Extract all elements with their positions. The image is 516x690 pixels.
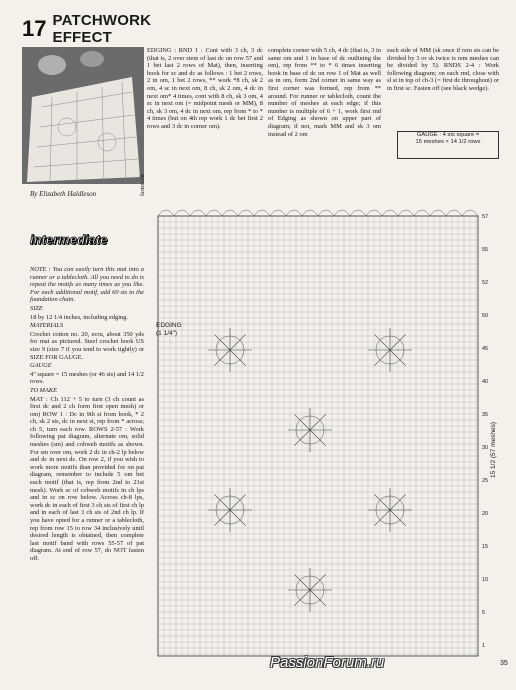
cobweb-motif [288,408,332,452]
edging-loop [430,210,446,216]
edging-label-size: (1 1/4") [156,329,178,337]
edging-loop [350,210,366,216]
edging-loop [382,210,398,216]
chart-motifs [208,328,412,612]
row-number: 10 [482,577,489,583]
instructions-column-3: complete corner with 5 ch, 4 dc (that is, 3 in same om and 1 in base of dc outlining the om), rep from ** to * 6 times inserting hook in base of dc on row 1 of Mat as well as in om, form 2nd corner in same way as first corner was formed, rep from ** around. For runner or tablecloth, count the number of meshes at each edge; if this number is multiple of 6 + 1, work first rnd of Edging as shown on upper part of diagram; if not, mark MM and sk 3 om instead of 2 om [268,47,381,138]
edging-loop [286,210,302,216]
gauge-heading: GAUGE [30,362,52,370]
row-number: 30 [482,445,489,451]
edging-loop [318,210,334,216]
gauge-text: 4" square = 15 meshes (or 46 sts) and 14 1/2 rows. [30,370,144,386]
edging-loop [302,210,318,216]
edging-loop [158,210,174,216]
byline: By Elizabeth Haldleson [30,190,97,198]
cobweb-motif [368,328,412,372]
edging-loop [206,210,222,216]
edging-loop [462,210,478,216]
note-paragraph: NOTE : You can easily turn this mat into a runner or a tablecloth. All you need to do is repeat the motifs as many times as you like. For each additional motif, add 60 sts to the foundation chain. [30,266,144,304]
gauge-box-line-2: 15 meshes × 14 1/2 rows [415,139,481,145]
materials-heading: MATERIALS [30,322,64,330]
to-make-heading: TO MAKE [30,386,58,394]
edging-loop [190,210,206,216]
instructions-column-2: EDGING : RND 1 : Cont with 3 ch, 3 dc (that is, 2 over stem of last dc on row 57 and 1 bet last 2 rows of Mat), then, inserting hook for sc and dc as follows : 1 bet 2 rows, 2 in om, 1 bet 2 rows, ** work *8 ch, sk 2 om, 4 sc in next om, 8 ch, sk 2 om, 4 dc in next om* 4 times, cont with 8 ch, sk 3 om, 4 sc in next om (= midpoint mesh or MM), 8 ch, sk 3 om, 4 dc in next om, rep from * to * 4 times (but on 4th rep work 1 dc bet first 2 rows and 3 dc in corner om). [147,47,263,130]
row-number: 45 [482,346,489,352]
edging-loop [254,210,270,216]
doily-photo [22,47,144,184]
row-number: 15 [482,544,489,550]
fasten-off-label: fasten off [140,174,146,196]
edging-loop [238,210,254,216]
mat-instructions: MAT : Ch 112 + 5 to turn (3 ch count as first dc and 2 ch form first open mesh) or om) ROW 1 : Dc in 9th st from hook, * 2 ch, sk 2 sts, dc in next st, rep from * across; ch 5, turn each row. ROWS 2-57 : Work following pat diagram, alternate om, solid meshes (sm) and cobweb motifs as shown. For sm over om, work 2 dc in ch-2 lp below and dc in next dc. On row 2, if you wish to work more motifs than provided for on pat diagram, remember to include 5 om bet each motif (that is, rep from 2nd to 21st mesh). Work sc of cobweb motifs in ch lps and in sc on row below. Across ch-8 lps, work dc in each of first 3 ch sts of first ch lp and in each of last 3 ch sts of 2nd ch lp. If you have opted for a runner or a tablecloth, rep from row 15 to row 34 inclusively until desired length is obtained, then complete last motif band with rows 55-57 of pat diagram. At end of row 57, do NOT fasten off. [30,395,144,562]
gauge-box [397,131,499,159]
cobweb-motif [208,328,252,372]
edging-loop [398,210,414,216]
row-number: 5 [482,610,486,616]
instructions-column-1 [30,266,144,564]
chart-side-label: 15 1/2 (57 meshes) [490,421,497,478]
edging-loop [174,210,190,216]
row-number: 20 [482,511,489,517]
row-number: 35 [482,412,489,418]
cobweb-motif [368,488,412,532]
row-number: 25 [482,478,489,484]
materials-text: Crochet cotton no. 20, ecru, about 350 yds for mat as pictured. Steel crochet hook US size 9 (size 7 if you tend to work tightly) or SIZE FOR GAUGE. [30,330,144,361]
instructions-column-4: each side of MM (sk once if rem sts can be divided by 3 or sk twice is rem meshes can be divided by 5). RNDS 2-4 : Work following diagram; on each rnd, close with sl st in top of ch-3 (= first dc throughout) or in first sc. Fasten off (see black wedge). [387,47,499,92]
pattern-header [22,12,162,46]
cobweb-motif [288,568,332,612]
edging-loop [446,210,462,216]
edging-loop [270,210,286,216]
cobweb-motif [208,488,252,532]
watermark: PassionForum.ru [270,654,385,671]
row-number: 52 [482,280,489,286]
page-number: 35 [500,660,508,667]
edging-loop [334,210,350,216]
row-number: 40 [482,379,489,385]
gauge-box-line-1: GAUGE : 4 sts square = [416,132,480,138]
row-number: 1 [482,643,486,649]
size-text: 18 by 12 1/4 inches, including edging. [30,313,128,321]
row-number: 57 [482,214,489,220]
edging-loop [222,210,238,216]
pattern-number: 17 [22,16,47,41]
skill-level-badge: intermediate [30,232,108,247]
edging-loop [414,210,430,216]
pattern-title: PATCHWORK EFFECT [52,12,152,46]
edging-label-title: EDGING [156,322,182,329]
chart-edging [158,210,478,216]
row-number: 50 [482,313,489,319]
size-heading: SIZE [30,304,43,312]
edging-loop [366,210,382,216]
edging-label [156,322,182,337]
row-number: 55 [482,247,489,253]
